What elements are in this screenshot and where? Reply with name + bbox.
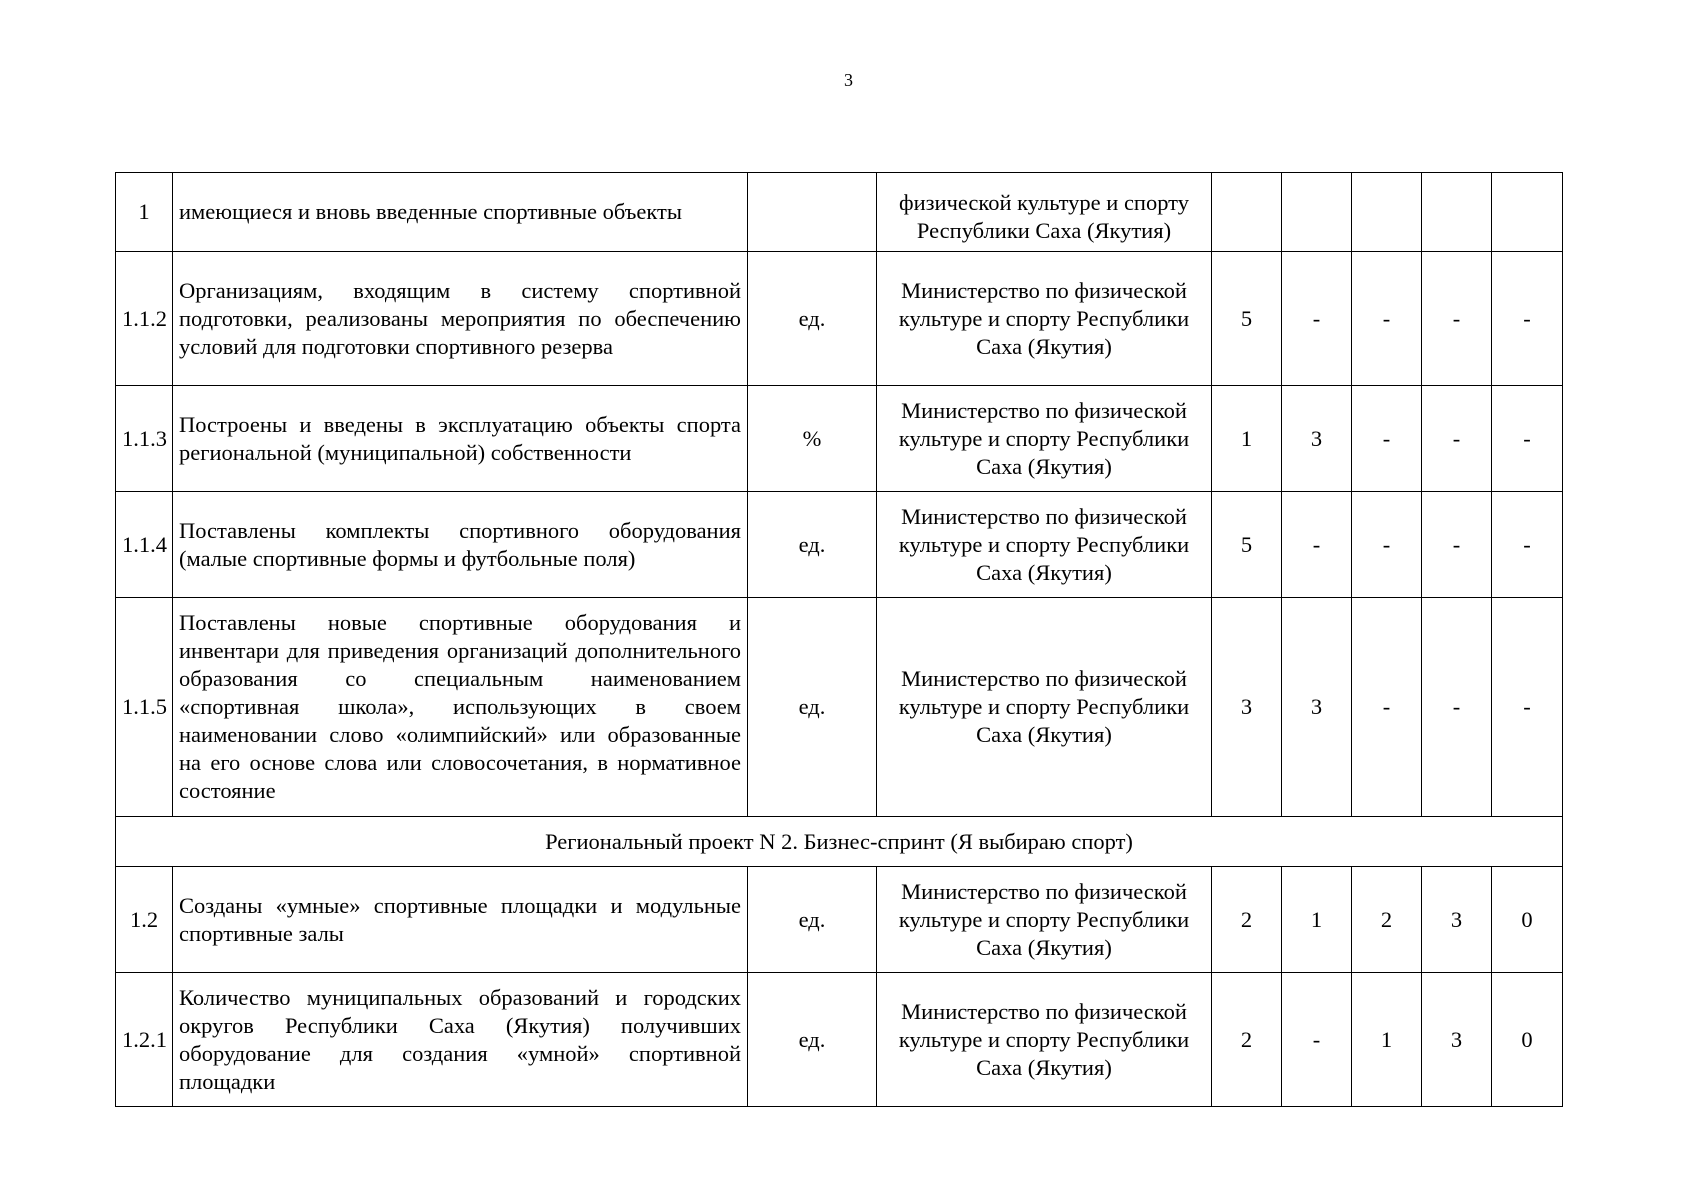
- row-unit: ед.: [748, 252, 877, 386]
- row-value: [1282, 173, 1352, 252]
- row-value: 1: [1212, 386, 1282, 492]
- row-value: -: [1282, 492, 1352, 598]
- row-value: -: [1352, 386, 1422, 492]
- table-row: [116, 386, 1563, 492]
- row-value: -: [1492, 492, 1563, 598]
- row-value: -: [1422, 386, 1492, 492]
- row-value: 5: [1212, 252, 1282, 386]
- row-responsible: Министерство по физической культуре и спорту Республики Саха (Якутия): [877, 973, 1212, 1107]
- row-description: Организациям, входящим в систему спортивной подготовки, реализованы мероприятия по обеспечению условий для подготовки спортивного резерва: [173, 252, 748, 386]
- row-value: 0: [1492, 973, 1563, 1107]
- row-number: 1.1.2: [116, 252, 173, 386]
- row-number: 1: [116, 173, 173, 252]
- row-value: -: [1422, 492, 1492, 598]
- row-value: -: [1352, 598, 1422, 817]
- row-responsible: Министерство по физической культуре и спорту Республики Саха (Якутия): [877, 598, 1212, 817]
- row-number: 1.1.4: [116, 492, 173, 598]
- indicators-table: [115, 172, 1563, 1107]
- row-value: 2: [1352, 867, 1422, 973]
- row-value: 5: [1212, 492, 1282, 598]
- row-unit: ед.: [748, 867, 877, 973]
- row-value: 3: [1282, 598, 1352, 817]
- row-value: [1212, 173, 1282, 252]
- row-value: -: [1422, 252, 1492, 386]
- row-number: 1.1.3: [116, 386, 173, 492]
- row-unit: ед.: [748, 973, 877, 1107]
- section-title: Региональный проект N 2. Бизнес-спринт (Я выбираю спорт): [116, 817, 1563, 867]
- row-number: 1.1.5: [116, 598, 173, 817]
- row-value: [1422, 173, 1492, 252]
- row-responsible: Министерство по физической культуре и спорту Республики Саха (Якутия): [877, 252, 1212, 386]
- row-description: имеющиеся и вновь введенные спортивные объекты: [173, 173, 748, 252]
- row-description: Построены и введены в эксплуатацию объекты спорта региональной (муниципальной) собственности: [173, 386, 748, 492]
- table-row: [116, 973, 1563, 1107]
- row-value: -: [1352, 492, 1422, 598]
- row-number: 1.2.1: [116, 973, 173, 1107]
- row-value: -: [1492, 386, 1563, 492]
- row-value: -: [1492, 252, 1563, 386]
- section-row: [116, 817, 1563, 867]
- row-value: 0: [1492, 867, 1563, 973]
- row-value: 3: [1212, 598, 1282, 817]
- row-number: 1.2: [116, 867, 173, 973]
- row-description: Поставлены новые спортивные оборудования и инвентари для приведения организаций дополнительного образования со специальным наименованием «спортивная школа», использующих в своем наименовании слово «олимпийский» или образованные на его основе слова или словосочетания, в нормативное состояние: [173, 598, 748, 817]
- row-value: [1352, 173, 1422, 252]
- row-value: 3: [1282, 386, 1352, 492]
- table-row: [116, 598, 1563, 817]
- row-description: Созданы «умные» спортивные площадки и модульные спортивные залы: [173, 867, 748, 973]
- table-row: [116, 492, 1563, 598]
- row-value: -: [1282, 973, 1352, 1107]
- table-row: [116, 252, 1563, 386]
- row-value: -: [1282, 252, 1352, 386]
- row-value: -: [1352, 252, 1422, 386]
- row-responsible: Министерство по физической культуре и спорту Республики Саха (Якутия): [877, 492, 1212, 598]
- row-unit: %: [748, 386, 877, 492]
- row-value: -: [1422, 598, 1492, 817]
- row-description: Количество муниципальных образований и городских округов Республики Саха (Якутия) получивших оборудование для создания «умной» спортивной площадки: [173, 973, 748, 1107]
- row-responsible: Министерство по физической культуре и спорту Республики Саха (Якутия): [877, 867, 1212, 973]
- table-row: [116, 867, 1563, 973]
- row-value: 2: [1212, 973, 1282, 1107]
- page-number: 3: [844, 70, 853, 90]
- row-responsible: физической культуре и спорту Республики Саха (Якутия): [877, 173, 1212, 252]
- row-value: 3: [1422, 867, 1492, 973]
- row-value: 1: [1352, 973, 1422, 1107]
- row-description: Поставлены комплекты спортивного оборудования (малые спортивные формы и футбольные поля): [173, 492, 748, 598]
- row-value: 1: [1282, 867, 1352, 973]
- row-value: -: [1492, 598, 1563, 817]
- row-value: 2: [1212, 867, 1282, 973]
- row-unit: [748, 173, 877, 252]
- table-row: [116, 173, 1563, 252]
- row-responsible: Министерство по физической культуре и спорту Республики Саха (Якутия): [877, 386, 1212, 492]
- row-unit: ед.: [748, 598, 877, 817]
- row-unit: ед.: [748, 492, 877, 598]
- row-value: 3: [1422, 973, 1492, 1107]
- row-value: [1492, 173, 1563, 252]
